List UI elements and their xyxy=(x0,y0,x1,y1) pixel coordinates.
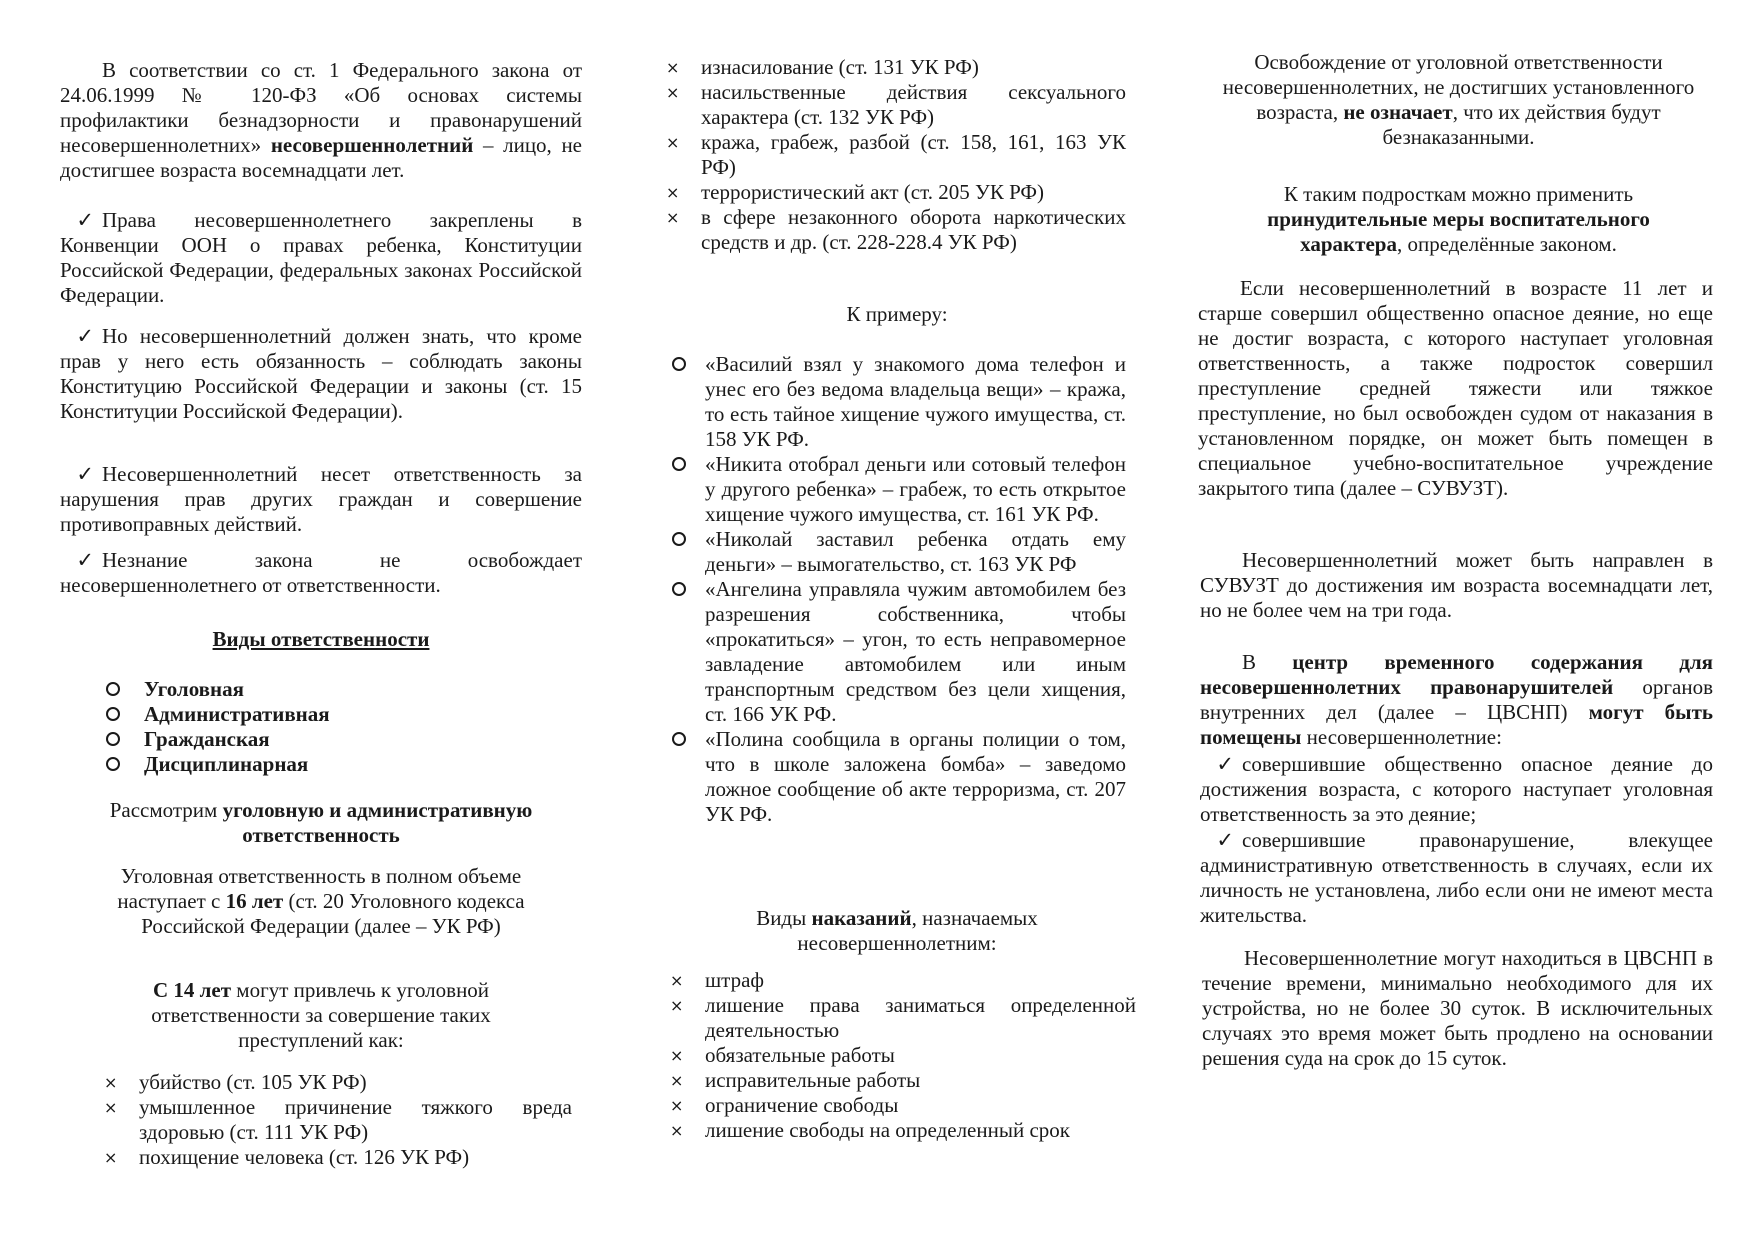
responsibility-paragraph xyxy=(60,462,582,537)
ring-bullet-icon xyxy=(672,582,686,596)
ring-bullet-icon xyxy=(106,682,120,696)
release-paragraph: Освобождение от уголовной ответственности несовершеннолетних, не достигших установленного возраста, не означает, что их действия будут безнаказанными. xyxy=(1222,50,1695,149)
checkmark-icon: ✓ xyxy=(1216,752,1234,776)
intro-paragraph xyxy=(60,58,582,183)
list-item: Уголовная xyxy=(104,677,582,702)
cross-bullet-icon: × xyxy=(104,1098,118,1117)
list-item: «Полина сообщила в органы полиции о том, что в школе заложена бомба» – заведомо ложное сообщение об акте терроризма, ст. 207 УК РФ. xyxy=(668,727,1126,827)
checkmark-icon: ✓ xyxy=(76,462,94,486)
list-item: × обязательные работы xyxy=(670,1043,895,1067)
center-check-2: ✓ совершившие правонарушение, влекущее административную ответственность в случаях, если их личность не установлена, либо если они не имеют места жительства. xyxy=(1200,828,1713,927)
examples-list xyxy=(668,352,1126,827)
list-item: × похищение человека (ст. 126 УК РФ) xyxy=(104,1145,470,1169)
list-item: × террористический акт (ст. 205 УК РФ) xyxy=(666,180,1044,204)
intro-bold-term: несовершеннолетний xyxy=(270,133,474,157)
cross-bullet-icon: × xyxy=(670,1071,684,1090)
ring-bullet-icon xyxy=(672,357,686,371)
list-item: × в сфере незаконного оборота наркотических средств и др. (ст. 228-228.4 УК РФ) xyxy=(666,205,1126,254)
intro-tail: – лицо, не достигшее возраста восемнадцати лет. xyxy=(60,133,583,182)
kinds-title: Виды ответственности xyxy=(212,627,430,651)
checkmark-icon: ✓ xyxy=(1216,828,1234,852)
crimes-list xyxy=(102,1070,572,1170)
ring-bullet-icon xyxy=(106,757,120,771)
suvuzt-paragraph: Если несовершеннолетний в возрасте 11 лет и старше совершил общественно опасное деяние, но еще не достиг возраста, с которого наступает уголовная ответственность, а также подросток совершил преступление средней тяжести или тяжкое преступление, но был освобожден судом от наказания в установленном порядке, он может быть помещен в специальное учебно-воспитательное учреждение закрытого типа (далее – СУВУЗТ). xyxy=(1198,276,1713,500)
checkmark-icon: ✓ xyxy=(76,548,94,572)
rights-paragraph xyxy=(60,208,582,308)
cross-bullet-icon: × xyxy=(666,183,680,202)
ring-bullet-icon xyxy=(672,457,686,471)
cross-bullet-icon: × xyxy=(666,58,680,77)
ignorance-text: Незнание закона не освобождает несовершеннолетнего от ответственности. xyxy=(60,548,582,597)
kinds-list xyxy=(104,677,582,777)
responsibility-text: Несовершеннолетний несет ответственность за нарушения прав других граждан и совершение противоправных действий. xyxy=(60,462,582,536)
list-item: × исправительные работы xyxy=(670,1068,921,1092)
ring-bullet-icon xyxy=(106,732,120,746)
cross-bullet-icon: × xyxy=(666,83,680,102)
kinds-heading xyxy=(60,627,582,652)
ring-bullet-icon xyxy=(106,707,120,721)
crimes-continued-list xyxy=(664,55,1126,255)
cross-bullet-icon: × xyxy=(666,133,680,152)
list-item: «Василий взял у знакомого дома телефон и унес его без ведома владельца вещи» – кража, то есть тайное хищение чужого имущества, ст. 158 УК РФ. xyxy=(668,352,1126,452)
list-item: × кража, грабеж, разбой (ст. 158, 161, 163 УК РФ) xyxy=(666,130,1126,179)
duties-text: Но несовершеннолетний должен знать, что кроме прав у него есть обязанность – соблюдать законы Конституцию Российской Федерации и законы (ст. 15 Конституции Российской Федерации). xyxy=(60,324,582,423)
ignorance-paragraph xyxy=(60,548,582,598)
list-item: × убийство (ст. 105 УК РФ) xyxy=(104,1070,367,1094)
list-item: Дисциплинарная xyxy=(104,752,582,777)
ring-bullet-icon xyxy=(672,532,686,546)
list-item: × лишение свободы на определенный срок xyxy=(670,1118,1070,1142)
cross-bullet-icon: × xyxy=(670,1096,684,1115)
cross-bullet-icon: × xyxy=(670,996,684,1015)
punishments-list xyxy=(668,968,1136,1143)
consider-paragraph: Рассмотрим уголовную и административную ответственность xyxy=(109,798,533,847)
cross-bullet-icon: × xyxy=(670,971,684,990)
cross-bullet-icon: × xyxy=(104,1148,118,1167)
from14-paragraph: С 14 лет могут привлечь к уголовной ответственности за совершение таких преступлений как: xyxy=(151,978,491,1052)
list-item: × ограничение свободы xyxy=(670,1093,899,1117)
list-item: × насильственные действия сексуального характера (ст. 132 УК РФ) xyxy=(666,80,1126,129)
example-heading: К примеру: xyxy=(846,302,948,326)
list-item: «Николай заставил ребенка отдать ему деньги» – вымогательство, ст. 163 УК РФ xyxy=(668,527,1126,577)
cross-bullet-icon: × xyxy=(670,1121,684,1140)
center-term-paragraph: Несовершеннолетние могут находиться в ЦВСНП в течение времени, минимально необходимого для их устройства, но не более 30 суток. В исключительных случаях это время может быть продлено на основании решения суда на срок до 15 суток. xyxy=(1202,946,1713,1070)
list-item: «Ангелина управляла чужим автомобилем без разрешения собственника, чтобы «прокатиться» – угон, то есть неправомерное завладение автомобилем или иным транспортным средством без цели хищения, ст. 166 УК РФ. xyxy=(668,577,1126,727)
ring-bullet-icon xyxy=(672,732,686,746)
cross-bullet-icon: × xyxy=(104,1073,118,1092)
checkmark-icon: ✓ xyxy=(76,208,94,232)
checkmark-icon: ✓ xyxy=(76,324,94,348)
list-item: × изнасилование (ст. 131 УК РФ) xyxy=(666,55,979,79)
list-item: Гражданская xyxy=(104,727,582,752)
center-paragraph: В центр временного содержания для несовершеннолетних правонарушителей органов внутренних дел (далее – ЦВСНП) могут быть помещены несовершеннолетние: xyxy=(1200,650,1713,749)
rights-text: Права несовершеннолетнего закреплены в Конвенции ООН о правах ребенка, Конституции Российской Федерации, федеральных законах Российской Федерации. xyxy=(60,208,582,307)
measures-paragraph: К таким подросткам можно применить принудительные меры воспитательного характера, определённые законом. xyxy=(1267,182,1650,256)
suvuzt-term-paragraph: Несовершеннолетний может быть направлен в СУВУЗТ до достижения им возраста восемнадцати лет, но не более чем на три года. xyxy=(1200,548,1713,622)
cross-bullet-icon: × xyxy=(666,208,680,227)
duties-paragraph xyxy=(60,324,582,424)
center-check-1: ✓ совершившие общественно опасное деяние до достижения возраста, с которого наступает уголовная ответственность за это деяние; xyxy=(1200,752,1713,826)
list-item: «Никита отобрал деньги или сотовый телефон у другого ребенка» – грабеж, то есть открытое хищение чужого имущества, ст. 161 УК РФ. xyxy=(668,452,1126,527)
criminal-age-paragraph: Уголовная ответственность в полном объеме наступает с 16 лет (ст. 20 Уголовного кодекса Российской Федерации (далее – УК РФ) xyxy=(117,864,525,938)
intro-lead: В соответствии со ст. 1 Федерального закона от 24.06.1999 № 120-ФЗ «Об основах системы профилактики безнадзорности и правонарушений несовершеннолетних» xyxy=(60,58,582,157)
list-item: Административная xyxy=(104,702,582,727)
list-item: × лишение права заниматься определенной деятельностью xyxy=(670,993,1136,1042)
list-item: × умышленное причинение тяжкого вреда здоровью (ст. 111 УК РФ) xyxy=(104,1095,572,1144)
cross-bullet-icon: × xyxy=(670,1046,684,1065)
punishments-heading: Виды наказаний, назначаемых несовершеннолетним: xyxy=(756,906,1038,955)
list-item: × штраф xyxy=(670,968,765,992)
